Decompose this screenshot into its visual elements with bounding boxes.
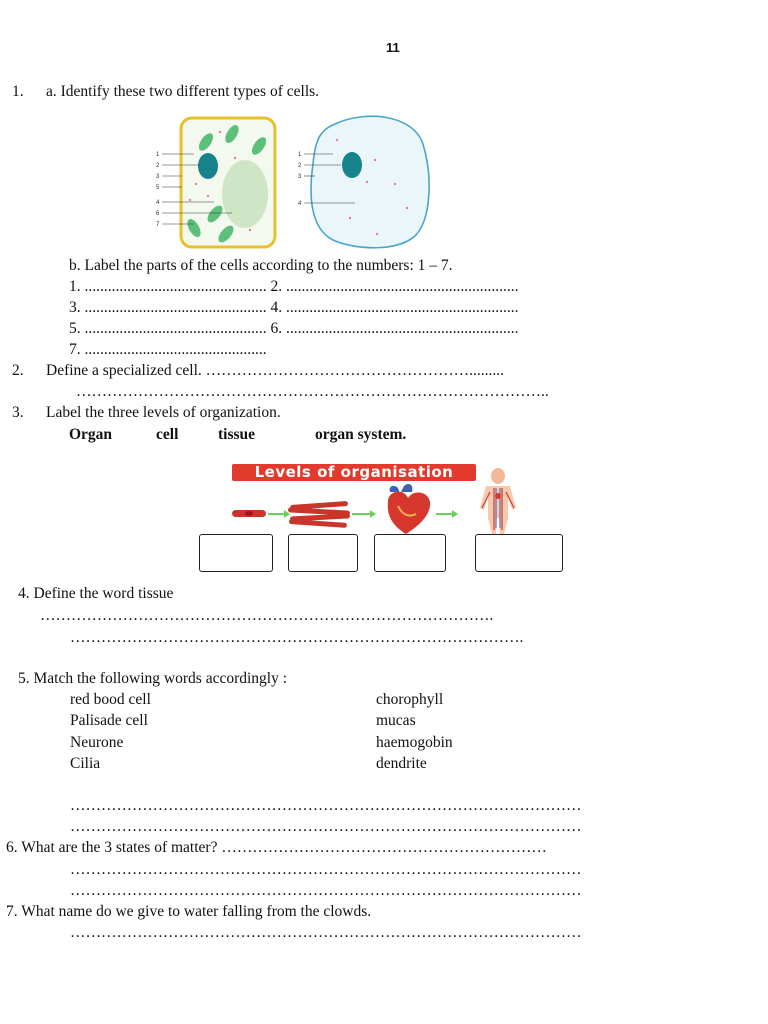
muscle-cell-icon	[232, 510, 266, 517]
q4-answer-line-2[interactable]: …………………………………………………………………………….	[70, 629, 524, 646]
q1-answer-line-1[interactable]: 1. ............................................... 2. ............................................................	[69, 278, 519, 295]
levels-banner: Levels of organisation	[232, 464, 476, 481]
animal-label-3: 3	[298, 174, 302, 180]
arrow-icon	[352, 510, 376, 518]
plant-label-3: 3	[156, 174, 160, 180]
q1b-text: b. Label the parts of the cells according to the numbers: 1 – 7.	[69, 257, 453, 274]
q4-text: 4. Define the word tissue	[18, 585, 174, 602]
q3-word-organ: Organ	[69, 426, 113, 443]
q5-right-item: chorophyll	[376, 691, 444, 708]
page-number: 11	[386, 40, 400, 55]
q5-left-item: Palisade cell	[70, 712, 148, 729]
q5-right-item: haemogobin	[376, 734, 453, 751]
q5-answer-line-2[interactable]: ………………………………………………………………………………………	[70, 818, 582, 835]
q6-answer-line-1[interactable]: ………………………………………………………………………………………	[70, 861, 582, 878]
q5-answer-line-1[interactable]: ………………………………………………………………………………………	[70, 797, 582, 814]
animal-label-2: 2	[298, 163, 302, 169]
q7-text: 7. What name do we give to water falling from the clowds.	[6, 903, 372, 920]
q6-answer-line-2[interactable]: ………………………………………………………………………………………	[70, 882, 582, 899]
q2-number: 2.	[12, 362, 24, 379]
answer-box-cell[interactable]	[199, 534, 273, 572]
q1-answer-line-3[interactable]: 5. ............................................... 6. ............................................................	[69, 320, 519, 337]
q5-left-item: red bood cell	[70, 691, 151, 708]
animal-cell-diagram	[295, 112, 435, 252]
plant-label-1: 1	[156, 152, 160, 158]
plant-label-7: 7	[156, 222, 160, 228]
answer-box-organ[interactable]	[374, 534, 446, 572]
animal-label-1: 1	[298, 152, 302, 158]
answer-box-tissue[interactable]	[288, 534, 358, 572]
arrow-icon	[436, 510, 458, 518]
q5-text: 5. Match the following words accordingly :	[18, 670, 288, 687]
q1-number: 1.	[12, 83, 24, 100]
q1-answer-line-2[interactable]: 3. ............................................... 4. ............................................................	[69, 299, 519, 316]
q1a-text: a. Identify these two different types of cells.	[46, 83, 320, 100]
heart-icon	[388, 484, 430, 534]
q5-left-item: Cilia	[70, 755, 101, 772]
muscle-tissue-icon	[288, 501, 350, 528]
levels-illustration	[228, 462, 538, 534]
plant-label-5: 5	[156, 185, 160, 191]
q5-right-item: mucas	[376, 712, 416, 729]
plant-label-2: 2	[156, 163, 160, 169]
q5-left-item: Neurone	[70, 734, 124, 751]
q3-word-tissue: tissue	[218, 426, 256, 443]
q3-word-cell: cell	[156, 426, 179, 443]
q6-text: 6. What are the 3 states of matter? ………………………………………………………	[6, 839, 547, 856]
q1-answer-line-4[interactable]: 7. ...............................................	[69, 341, 267, 358]
q7-answer-line-1[interactable]: ………………………………………………………………………………………	[70, 924, 582, 941]
q5-right-item: dendrite	[376, 755, 427, 772]
human-circulatory-system-icon	[480, 468, 516, 534]
q3-word-organ-system: organ system.	[315, 426, 407, 443]
arrow-icon	[268, 510, 290, 518]
q4-answer-line-1[interactable]: …………………………………………………………………………….	[40, 607, 494, 624]
plant-label-4: 4	[156, 200, 160, 206]
animal-label-4: 4	[298, 201, 302, 207]
q2-text: Define a specialized cell. …………………………………………….........	[46, 362, 505, 379]
q3-text: Label the three levels of organization.	[46, 404, 281, 421]
answer-box-organ-system[interactable]	[475, 534, 563, 572]
plant-cell-labels	[156, 152, 160, 228]
plant-cell-diagram	[150, 112, 280, 252]
plant-label-6: 6	[156, 211, 160, 217]
q3-number: 3.	[12, 404, 24, 421]
q2-answer-line[interactable]: ………………………………………………………………………………..	[76, 383, 549, 400]
